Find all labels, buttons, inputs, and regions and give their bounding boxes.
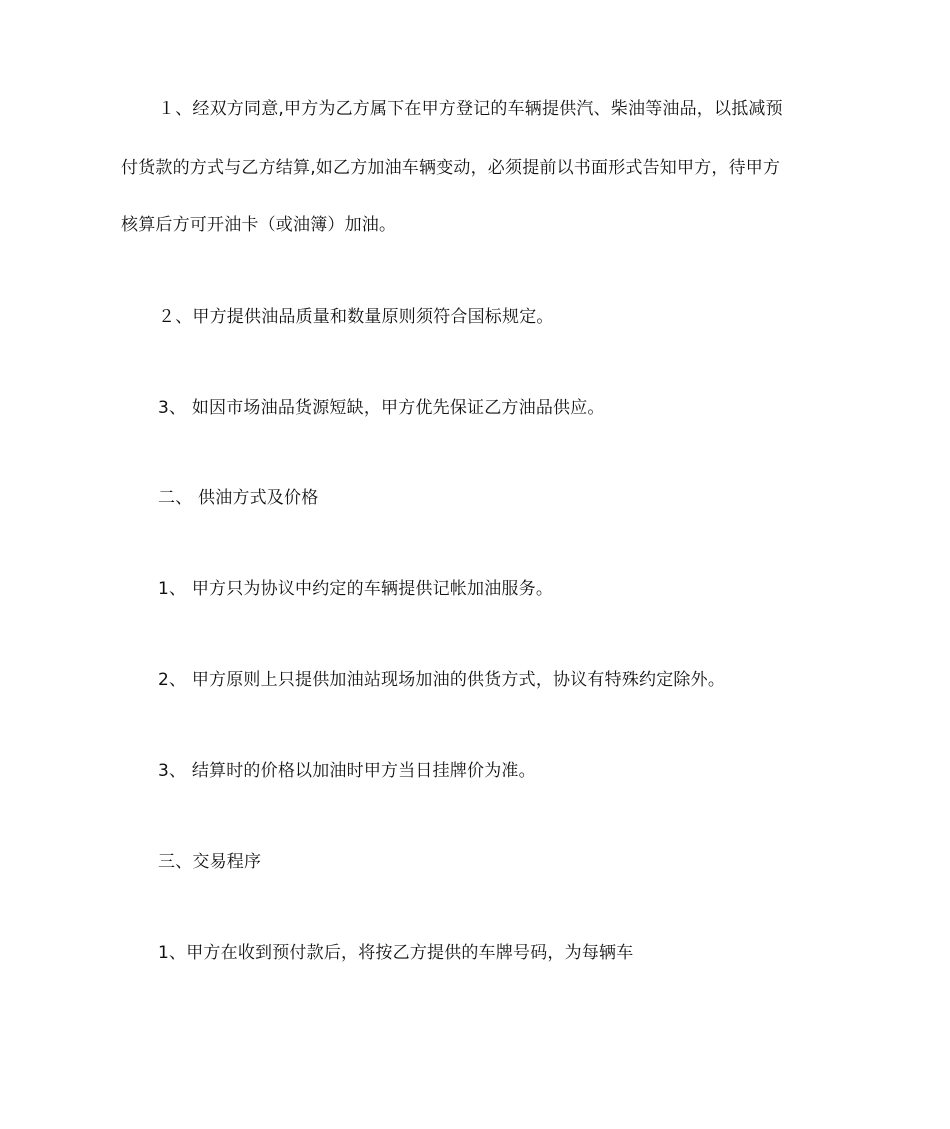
section-3-item-1: 1、甲方在收到预付款后，将按乙方提供的车牌号码，为每辆车 xyxy=(158,943,634,963)
paragraph-1-line-1: １、经双方同意,甲方为乙方属下在甲方登记的车辆提供汽、柴油等油品，以抵减预 xyxy=(158,99,783,119)
section-heading-2: 二、 供油方式及价格 xyxy=(158,488,319,508)
section-2-item-1: 1、 甲方只为协议中约定的车辆提供记帐加油服务。 xyxy=(158,579,554,599)
paragraph-1-line-3: 核算后方可开油卡（或油簿）加油。 xyxy=(121,215,397,235)
paragraph-1-line-2: 付货款的方式与乙方结算,如乙方加油车辆变动，必须提前以书面形式告知甲方，待甲方 xyxy=(121,158,781,178)
section-heading-3: 三、交易程序 xyxy=(158,852,262,872)
paragraph-3: 3、 如因市场油品货源短缺，甲方优先保证乙方油品供应。 xyxy=(158,398,605,418)
paragraph-2: ２、甲方提供油品质量和数量原则须符合国标规定。 xyxy=(158,307,554,327)
section-2-item-2: 2、 甲方原则上只提供加油站现场加油的供货方式，协议有特殊约定除外。 xyxy=(158,670,726,690)
section-2-item-3: 3、 结算时的价格以加油时甲方当日挂牌价为准。 xyxy=(158,761,536,781)
